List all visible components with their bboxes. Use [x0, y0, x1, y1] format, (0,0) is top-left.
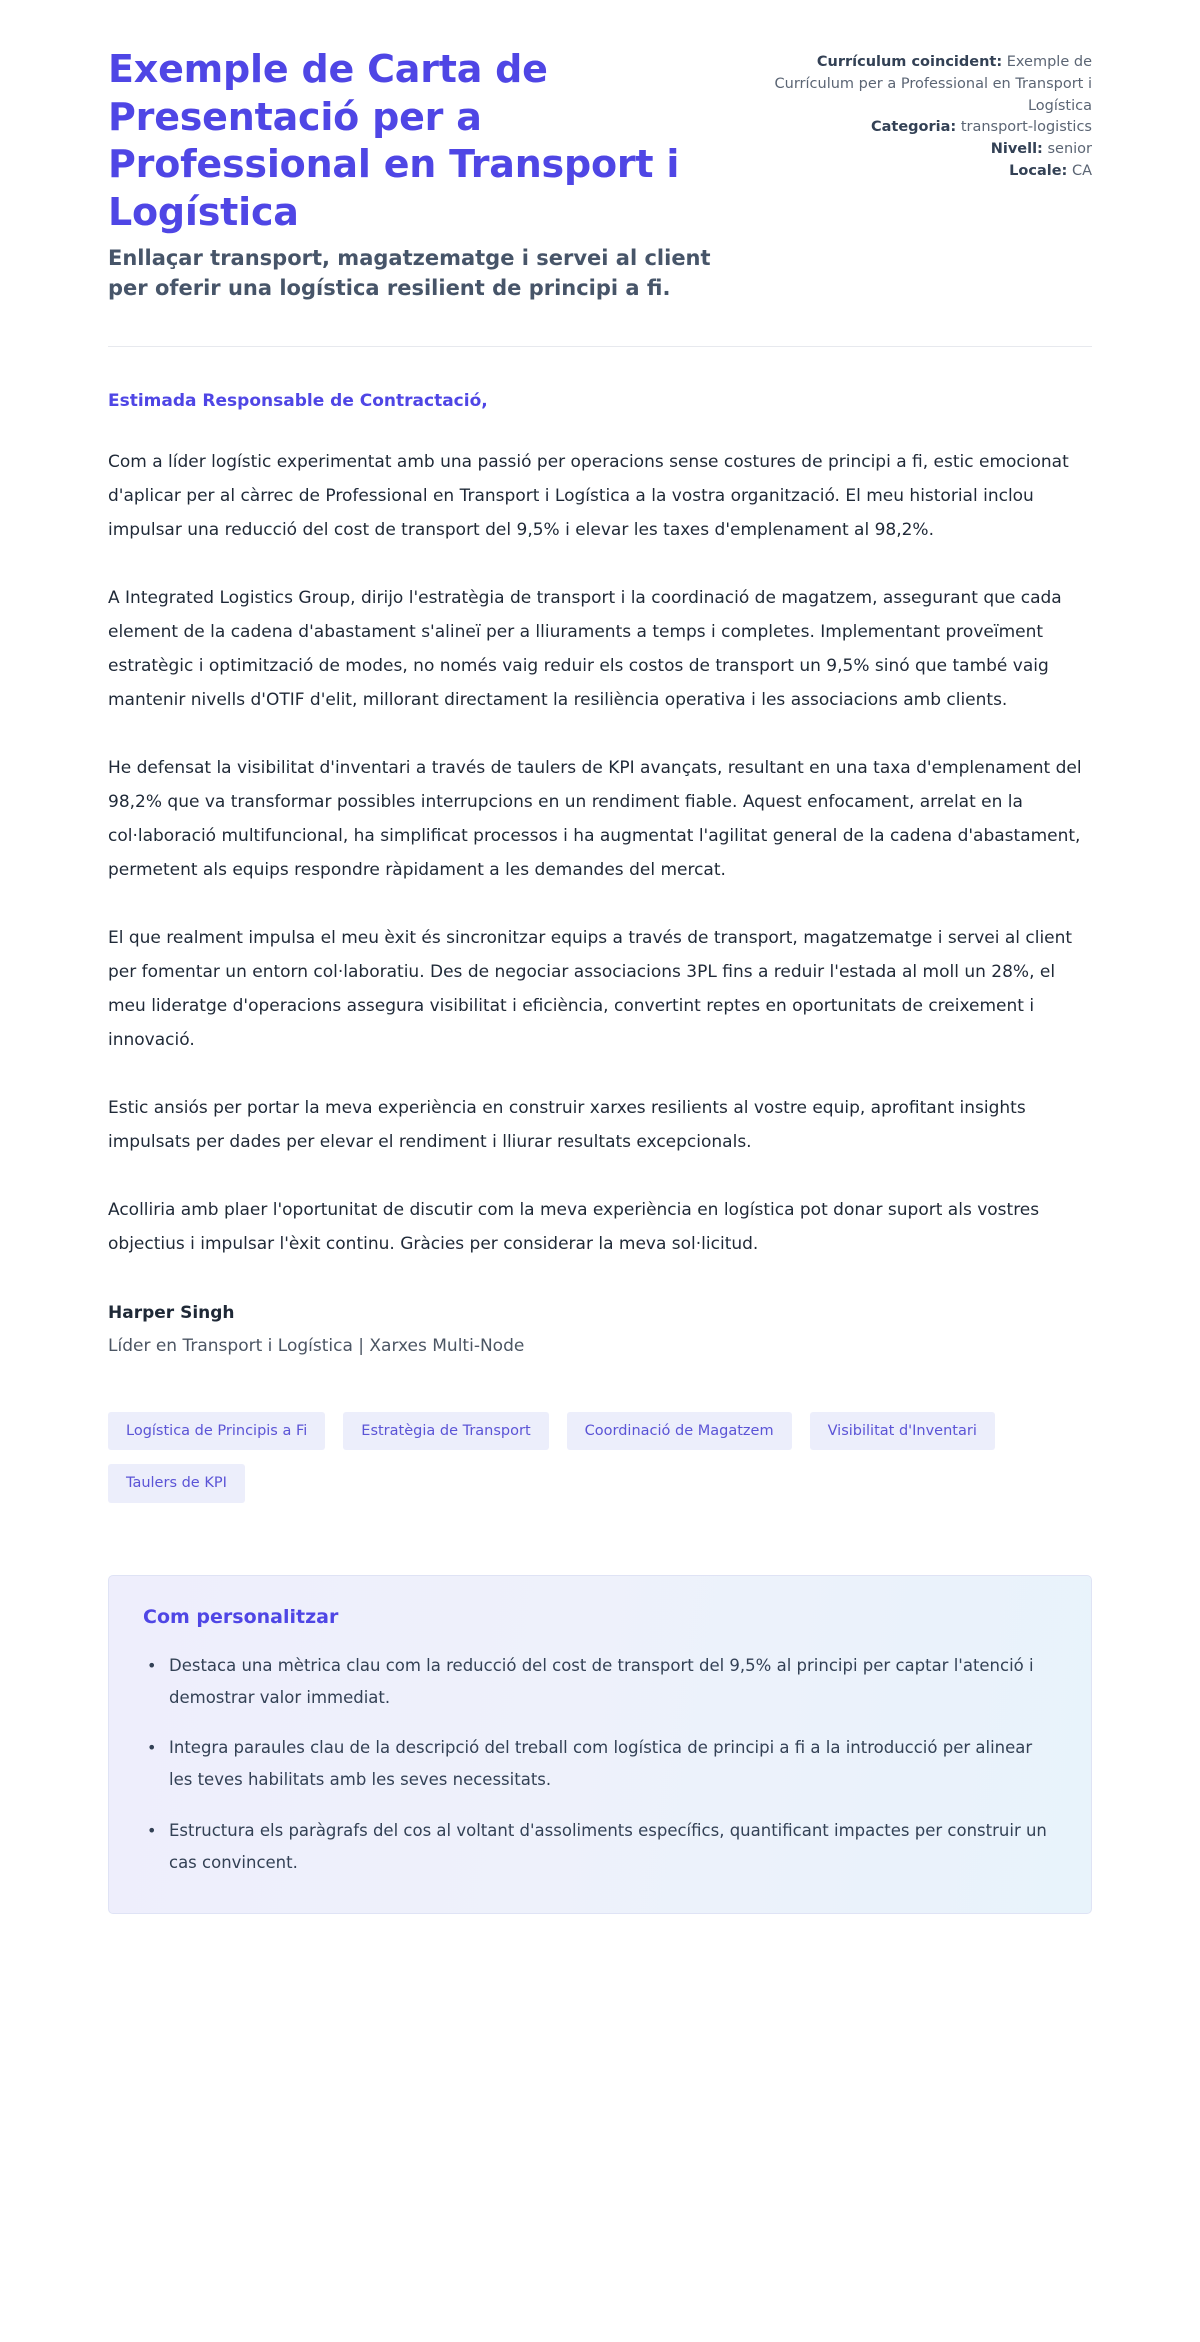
metadata-label-locale: Locale:: [1009, 162, 1068, 179]
letter-paragraph-1: Com a líder logístic experimentat amb una passió per operacions sense costures de principi a fi, estic emocionat d'aplicar per al càrrec de Professional en Transport i Logística a la vostra organització. El meu historial inclou impulsar una reducció del cost de transport del 9,5% i elevar les taxes d'emplenament al 98,2%.: [108, 451, 1069, 540]
tag-item[interactable]: Coordinació de Magatzem: [567, 1412, 792, 1451]
metadata-row-category: [772, 117, 1092, 139]
metadata-value-category: transport-logistics: [960, 119, 1092, 136]
metadata-row-level: [772, 139, 1092, 161]
metadata-label-level: Nivell:: [990, 141, 1043, 157]
letter-body: [108, 347, 1092, 1360]
signature-name: Harper Singh: [108, 1302, 235, 1323]
letter-paragraph-3: He defensat la visibilitat d'inventari a través de taulers de KPI avançats, resultant en una taxa d'emplenament del 98,2% que va transformar possibles interrupcions en un rendiment fiable. Aquest enfocament, arrelat en la col·laboració multifuncional, ha simplificat processos i ha augmentat l'agilitat general de la cadena d'abastament, permetent als equips respondre ràpidament a les demandes del mercat.: [108, 757, 1082, 880]
letter-paragraph-6: Acolliria amb plaer l'oportunitat de discutir com la meva experiència en logística pot donar suport als vostres objectius i impulsar l'èxit continu. Gràcies per considerar la meva sol·licitud.: [108, 1199, 1040, 1254]
metadata-value-resume: Exemple de Currículum per a Professional en Transport i Logística: [774, 54, 1092, 114]
tag-item[interactable]: Visibilitat d'Inventari: [810, 1412, 995, 1451]
list-item: • Destaca una mètrica clau com la reducció del cost de transport del 9,5% al principi per captar l'atenció i demostrar valor immediat.: [169, 1650, 1057, 1714]
metadata-value-level: senior: [1047, 141, 1092, 157]
header-title-block: [108, 46, 732, 304]
metadata-row-locale: [772, 161, 1092, 183]
letter-paragraph-4: El que realment impulsa el meu èxit és sincronitzar equips a través de transport, magatzematge i servei al client per fomentar un entorn col·laboratiu. Des de negociar associacions 3PL fins a reduir l'estada al moll un 28%, el meu lideratge d'operacions assegura visibilitat i eficiència, convertint reptes en oportunitats de creixement i innovació.: [108, 927, 1073, 1050]
metadata-value-locale: CA: [1071, 162, 1092, 179]
callout-tip-list: [143, 1650, 1057, 1879]
letter-paragraph-5: Estic ansiós per portar la meva experiència en construir xarxes resilients al vostre equip, aprofitant insights impulsats per dades per elevar el rendiment i lliurar resultats excepcionals.: [108, 1097, 1026, 1152]
document-metadata: [772, 46, 1092, 183]
page-title: Exemple de Carta de Presentació per a Professional en Transport i Logística: [108, 47, 680, 234]
customization-callout: [108, 1575, 1092, 1914]
page-subtitle: Enllaçar transport, magatzematge i servei al client per oferir una logística resilient de principi a fi.: [108, 246, 711, 300]
letter-paragraph-2: A Integrated Logistics Group, dirijo l'estratègia de transport i la coordinació de magatzem, assegurant que cada element de la cadena d'abastament s'alineï per a lliuraments a temps i completes. Implementant proveïment estratègic i optimització de modes, no només vaig reduir els costos de transport un 9,5% sinó que també vaig mantenir nivells d'OTIF d'elit, millorant directament la resiliència operativa i les associacions amb clients.: [108, 587, 1062, 710]
metadata-label-resume: Currículum coincident:: [816, 54, 1003, 70]
metadata-row-resume: [772, 52, 1092, 117]
tag-item[interactable]: Taulers de KPI: [108, 1464, 245, 1503]
tag-list: [108, 1412, 1092, 1503]
document-header: [108, 46, 1092, 304]
signature-role: Líder en Transport i Logística | Xarxes Multi-Node: [108, 1335, 525, 1356]
tag-item[interactable]: Estratègia de Transport: [343, 1412, 548, 1451]
metadata-label-category: Categoria:: [870, 119, 957, 136]
list-item: • Estructura els paràgrafs del cos al voltant d'assoliments específics, quantificant impactes per construir un cas convincent.: [169, 1815, 1057, 1879]
signature-block: [108, 1303, 1092, 1360]
list-item: • Integra paraules clau de la descripció del treball com logística de principi a fi a la introducció per alinear les teves habilitats amb les seves necessitats.: [169, 1732, 1057, 1796]
tag-item[interactable]: Logística de Principis a Fi: [108, 1412, 325, 1451]
salutation: Estimada Responsable de Contractació,: [108, 390, 488, 411]
callout-title: Com personalitzar: [143, 1605, 339, 1628]
